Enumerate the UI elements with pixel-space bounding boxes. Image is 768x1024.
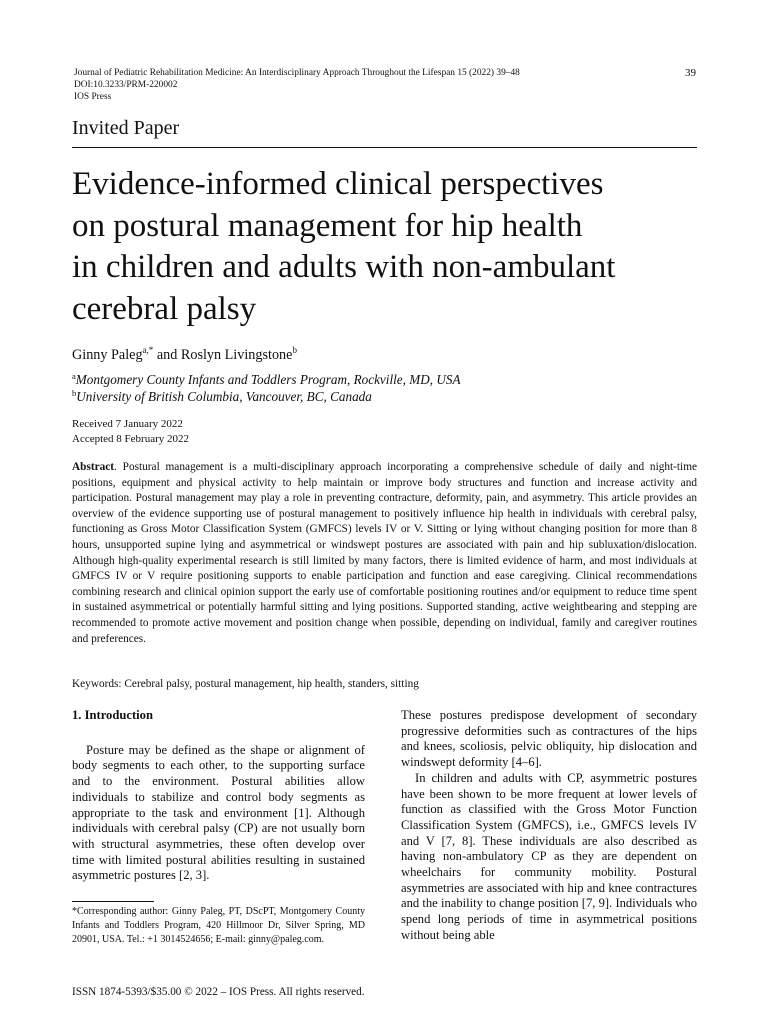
- publisher: IOS Press: [74, 92, 112, 102]
- journal-citation: Journal of Pediatric Rehabilitation Medicine: An Interdisciplinary Approach Throughout the Lifespan 15 (2022) 39–48: [74, 68, 520, 78]
- doi[interactable]: DOI:10.3233/PRM-220002: [74, 80, 178, 90]
- received-date: Received 7 January 2022: [72, 418, 183, 430]
- intro-paragraph: In children and adults with CP, asymmetric postures have been shown to be more frequent at lower levels of function as classified with the Gross Motor Function Classification System (GMFCS), i.e., GMFCS levels IV and V [7, 8]. These individuals are also described as having non-ambulatory CP as they are dependent on wheelchairs for community mobility. Postural asymmetries are associated with hip and knee contractures and the inability to change position [7, 9]. Individuals who spend long periods of time in asymmetrical positions without being able: [401, 770, 697, 942]
- copyright-line: ISSN 1874-5393/$35.00 © 2022 – IOS Press. All rights reserved.: [72, 986, 365, 998]
- author-name: Ginny Paleg: [72, 347, 143, 363]
- author-connector: and: [153, 347, 181, 363]
- title-line: Evidence-informed clinical perspectives: [72, 166, 604, 202]
- footnote-divider: [72, 901, 154, 902]
- title-line: cerebral palsy: [72, 290, 257, 327]
- title-line: in children and adults with non-ambulant: [72, 249, 616, 285]
- author-affiliation-mark: b: [292, 345, 297, 355]
- corresponding-author-footnote: *Corresponding author: Ginny Paleg, PT, DScPT, Montgomery County Infants and Toddlers Program, 420 Hillmoor Dr, Silver Spring, MD 20901, USA. Tel.: +1 3014524656; E-mail: ginny@paleg.com.: [72, 906, 365, 945]
- abstract: [72, 460, 697, 647]
- abstract-label: Abstract: [72, 461, 115, 473]
- paper-title: [72, 164, 712, 330]
- author-list: [72, 347, 297, 364]
- affiliation: [72, 371, 461, 388]
- affiliation-mark: a: [72, 371, 76, 381]
- accepted-date: Accepted 8 February 2022: [72, 432, 189, 445]
- intro-paragraph: Posture may be defined as the shape or alignment of body segments to each other, to the supporting surface and to the environment. Postural abilities allow individuals to stabilize and control body segments as appropriate to the task and environment [1]. Although individuals with cerebral palsy (CP) are not usually born with structural asymmetries, these often develop over time with limited postural abilities resulting in sustained asymmetric postures [2, 3].: [72, 742, 365, 883]
- title-line: on postural management for hip health: [72, 207, 583, 244]
- affiliation-mark: b: [72, 388, 77, 398]
- page-number: 39: [685, 67, 696, 79]
- affiliation: [72, 388, 461, 405]
- abstract-text: . Postural management is a multi-disciplinary approach incorporating a comprehensive schedule of daily and night-time positions, equipment and physical activity to help maintain or improve body structures and function and increase activity and participation. Postural management may play a role in preventing contracture, deformity, pain, and asymmetry. This article provides an overview of the evidence supporting use of postural management to positively influence hip health in individuals with cerebral palsy, functioning as Gross Motor Classification System (GMFCS) levels IV or V. Sitting or lying without changing position for more than 8 hours, unsupported supine lying and asymmetrical or windswept postures are associated with pain and hip subluxation/dislocation. Although high-quality experimental research is still limited by many factors, there is limited evidence of harm, and most individuals at GMFCS IV or V require positioning supports to enable participation and function and ease caregiving. Clinical recommendations combining research and clinical opinion support the early use of comfortable positioning routines and/or equipment to reduce time spent in sustained asymmetrical or potentially harmful sitting and lying positions. Supported standing, active weightbearing and stepping are recommended to promote active movement and position change when possible, depending on individual, family and caregiver routines and preferences.: [72, 461, 697, 645]
- section-label: Invited Paper: [72, 117, 180, 139]
- intro-paragraph: These postures predispose development of secondary progressive deformities such as contractures of the hips and knees, scoliosis, pelvic obliquity, hip dislocation and windswept deformity [4–6].: [401, 708, 697, 770]
- affiliation-text: Montgomery County Infants and Toddlers Program, Rockville, MD, USA: [75, 372, 461, 387]
- author-name: Roslyn Livingstone: [180, 347, 293, 363]
- left-column: [72, 708, 365, 884]
- affiliation-text: University of British Columbia, Vancouver, BC, Canada: [76, 389, 372, 404]
- header-divider: [72, 147, 697, 148]
- submission-dates: [72, 417, 189, 446]
- section-heading: 1. Introduction: [72, 708, 153, 722]
- author-affiliation-mark: a,*: [142, 345, 154, 355]
- affiliations: [72, 371, 461, 405]
- journal-header: [74, 67, 520, 103]
- keywords: Keywords: Cerebral palsy, postural management, hip health, standers, sitting: [72, 678, 419, 690]
- right-column: [401, 708, 697, 944]
